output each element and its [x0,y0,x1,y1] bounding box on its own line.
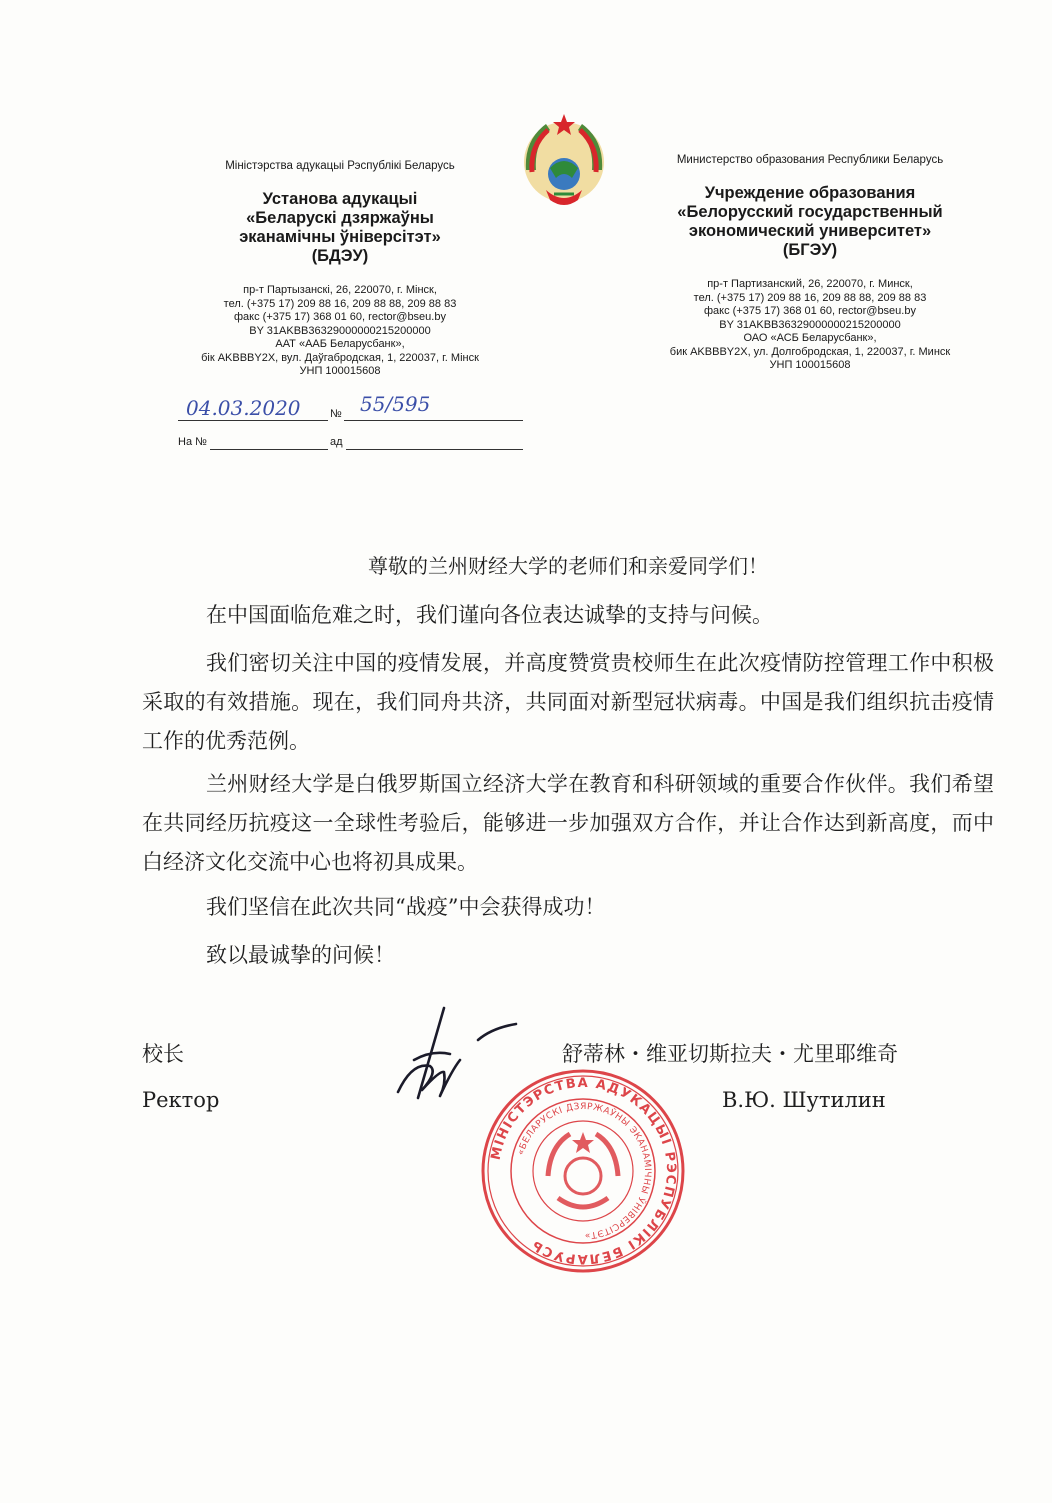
svg-text:«БЕЛАРУСКІ ДЗЯРЖАЎНЫ ЭКАНАМІЧН [516,1102,652,1240]
addr-line: УНП 100015608 [299,365,381,377]
addr-line: ААТ «ААБ Беларусбанк», [275,338,405,350]
addr-line: пр-т Партизанский, 26, 220070, г. Минск, [707,278,913,290]
addr-line: факс (+375 17) 368 01 60, rector@bseu.by [234,311,446,323]
ad-label: ад [330,436,343,448]
inst-line: эканамічны ўніверсітэт» [239,228,441,246]
addr-line: пр-т Партызанскі, 26, 220070, г. Мінск, [243,284,437,296]
handwritten-date: 04.03.2020 [186,396,301,420]
seal-inner-text: «БЕЛАРУСКІ ДЗЯРЖАЎНЫ ЭКАНАМІЧНЫ ЎНІВЕРСІТЭТ» [516,1101,653,1241]
inst-line: Учреждение образования [704,184,916,202]
addr-line: УНП 100015608 [769,359,851,371]
date-underline [178,420,328,421]
addr-line: тел. (+375 17) 209 88 16, 209 88 88, 209 88 83 [693,291,927,304]
header-right [625,154,995,373]
paragraph-3: 兰州财经大学是白俄罗斯国立经济大学在教育和科研领域的重要合作伙伴。我们希望在共同经历抗疫这一全球性考验后，能够进一步加强双方合作，并让合作达到新高度，而中白经济文化交流中心也将初具成果。 [142,772,994,874]
address-by [150,284,530,379]
outgoing-reference [178,392,523,424]
addr-line: ОАО «АСБ Беларусбанк», [743,332,877,344]
title-ru: Ректор [142,1088,220,1112]
addr-line: BY 31AKBB36329000000215200000 [249,324,431,337]
number-underline [344,420,523,421]
ad-underline [346,449,523,450]
addr-line: бик AKBBBY2X, ул. Долгобродская, 1, 220037, г. Минск [669,345,951,358]
addr-line: факс (+375 17) 368 01 60, rector@bseu.by [704,305,916,317]
address-ru [625,278,995,373]
reply-label: На № [178,436,207,448]
paragraph-2: 我们密切关注中国的疫情发展，并高度赞赏贵校师生在此次疫情防控管理工作中积极采取的有效措施。现在，我们同舟共济，共同面对新型冠状病毒。中国是我们组织抗击疫情工作的优秀范例。 [142,651,994,753]
inst-line: Установа адукацыі [262,190,418,208]
handwritten-signature-icon [392,1000,522,1110]
institution-ru [625,184,995,260]
reply-underline [210,449,328,450]
seal-ring-text: МІНІСТЭРСТВА АДУКАЦЫІ РЭСПУБЛІКІ БЕЛАРУСЬ [488,1075,679,1267]
handwritten-number: 55/595 [360,392,431,416]
inst-line: (БГЭУ) [782,241,838,259]
number-label: № [330,408,342,420]
greeting: 尊敬的兰州财经大学的老师们和亲爱同学们！ [368,554,768,578]
inst-line: экономический университет» [688,222,932,240]
paragraph-4: 我们坚信在此次共同“战疫”中会获得成功！ [206,895,606,919]
addr-line: бік AKBBBY2X, вул. Даўгабродская, 1, 220037, г. Мінск [201,351,479,364]
name-zh: 舒蒂林・维亚切斯拉夫・尤里耶维奇 [562,1042,898,1066]
institution-by [150,190,530,266]
ministry-ru: Министерство образования Республики Беларусь [676,154,944,166]
addr-line: BY 31AKBB36329000000215200000 [719,318,901,331]
addr-line: тел. (+375 17) 209 88 16, 209 88 88, 209 88 83 [223,297,457,310]
paragraph-1: 在中国面临危难之时，我们谨向各位表达诚挚的支持与问候。 [206,603,773,627]
inst-line: «Белорусский государственный [677,203,943,221]
paragraph-5: 致以最诚挚的问候！ [206,943,395,967]
incoming-reference [178,436,523,452]
inst-line: «Беларускі дзяржаўны [246,209,434,227]
belarus-emblem-icon [516,110,612,214]
inst-line: (БДЭУ) [311,247,369,265]
title-zh: 校长 [142,1042,184,1066]
name-ru: В.Ю. Шутилин [722,1088,886,1112]
header-left [150,160,530,379]
ministry-by: Міністэрства адукацыі Рэспублікі Беларусь [225,160,455,172]
